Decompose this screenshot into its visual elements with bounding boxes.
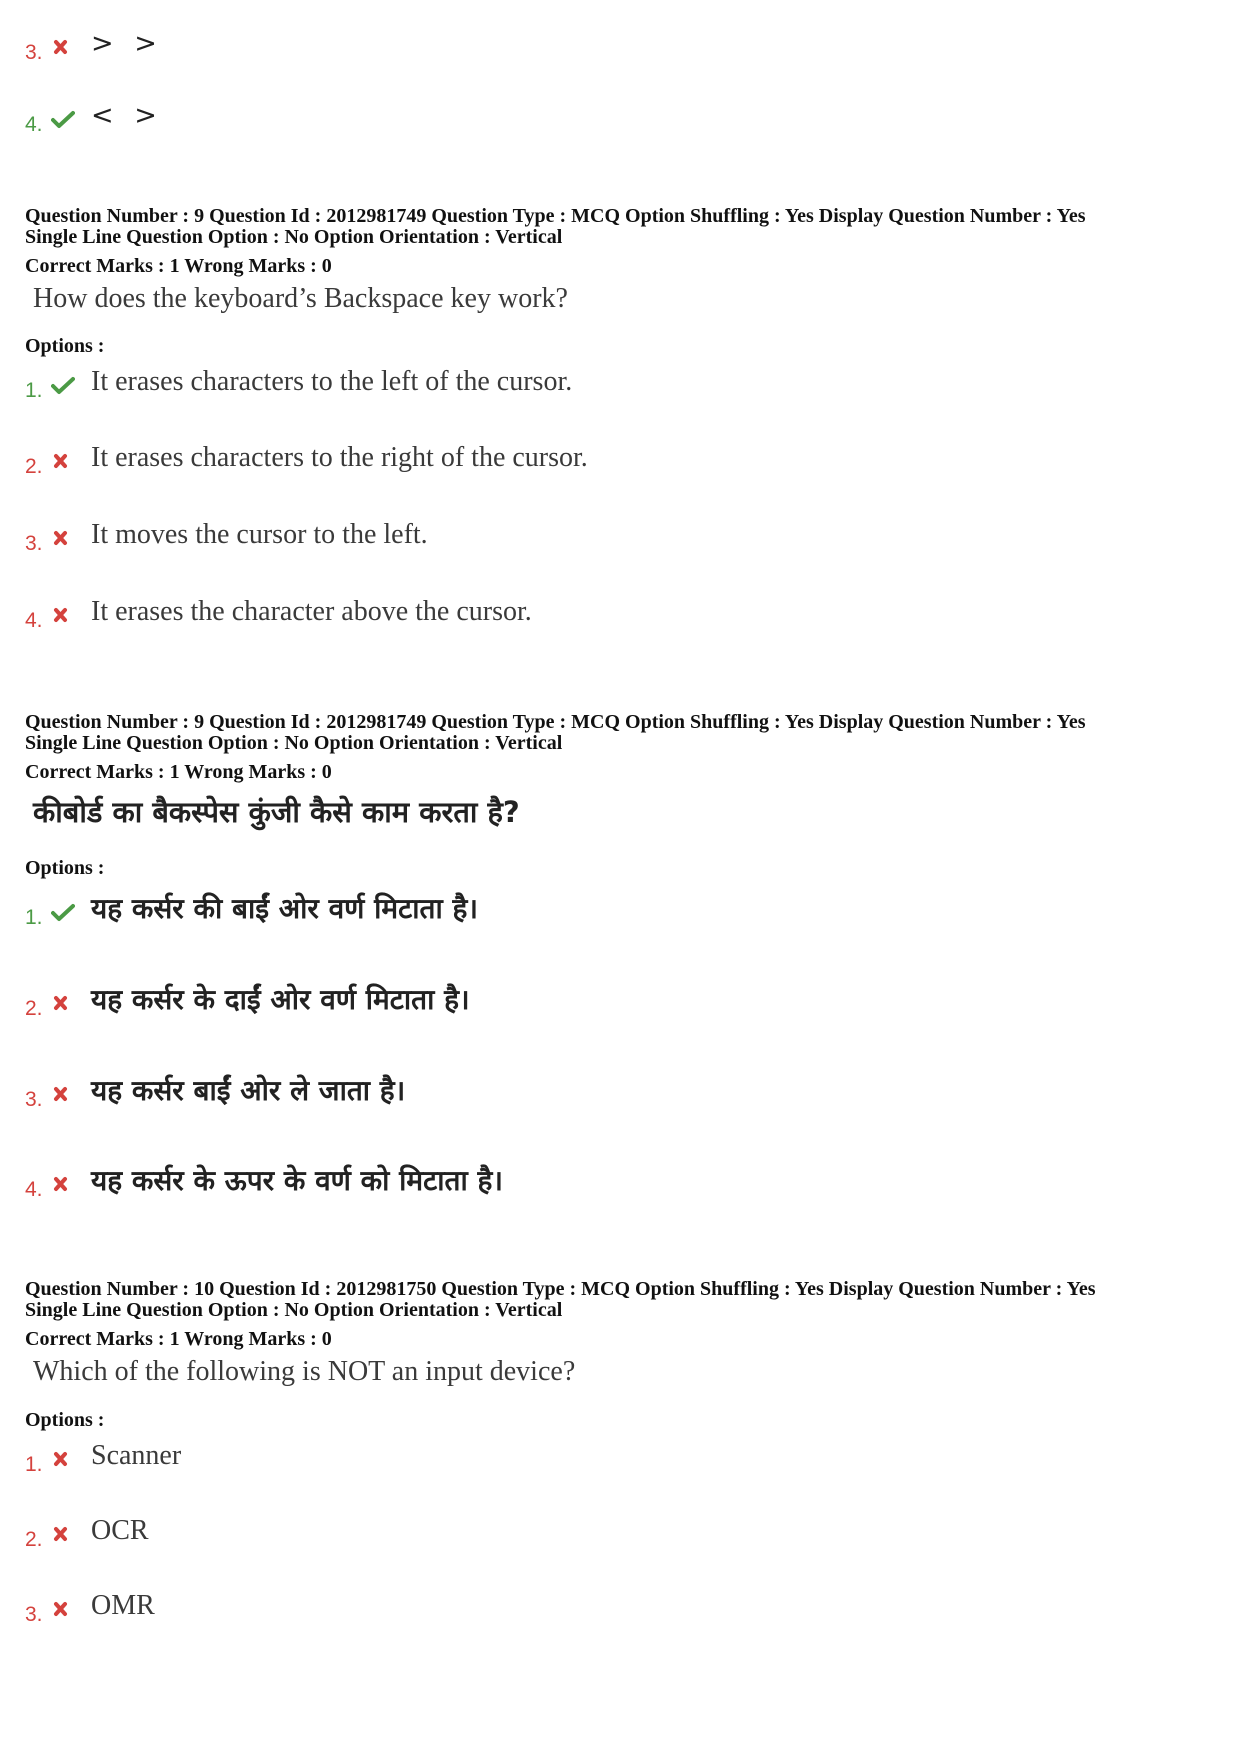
question-marks: Correct Marks : 1 Wrong Marks : 0 — [25, 1328, 332, 1350]
option-number: 2. — [25, 455, 43, 478]
option-text: It erases characters to the right of the cursor. — [91, 442, 588, 473]
option-text: यह कर्सर के दाईं ओर वर्ण मिटाता है। — [91, 983, 470, 1016]
option-number: 4. — [25, 1178, 43, 1201]
question-meta-line1: Question Number : 9 Question Id : 2012981749 Question Type : MCQ Option Shuffling : Yes Display Question Number : Yes — [25, 205, 1086, 227]
option-text: OMR — [91, 1590, 155, 1621]
wrong-cross-icon — [51, 1525, 75, 1545]
option-text: It erases characters to the left of the cursor. — [91, 366, 573, 397]
option-number: 3. — [25, 532, 43, 555]
wrong-cross-icon — [51, 452, 75, 472]
option-text: < > — [91, 100, 163, 131]
wrong-cross-icon — [51, 1175, 75, 1195]
question-marks: Correct Marks : 1 Wrong Marks : 0 — [25, 761, 332, 783]
question-meta-line2: Single Line Question Option : No Option Orientation : Vertical — [25, 226, 563, 248]
question-meta-line2: Single Line Question Option : No Option Orientation : Vertical — [25, 732, 563, 754]
option-number: 2. — [25, 997, 43, 1020]
correct-check-icon — [51, 903, 75, 923]
question-meta-line1: Question Number : 10 Question Id : 2012981750 Question Type : MCQ Option Shuffling : Yes Display Question Number : Yes — [25, 1278, 1096, 1300]
option-text: यह कर्सर बाईं ओर ले जाता है। — [91, 1074, 406, 1107]
option-number: 4. — [25, 609, 43, 632]
option-text: > > — [91, 28, 163, 59]
wrong-cross-icon — [51, 1600, 75, 1620]
option-number: 3. — [25, 1603, 43, 1626]
wrong-cross-icon — [51, 606, 75, 626]
question-text: Which of the following is NOT an input device? — [33, 1356, 576, 1387]
option-number: 2. — [25, 1528, 43, 1551]
question-meta-line2: Single Line Question Option : No Option Orientation : Vertical — [25, 1299, 563, 1321]
option-text: यह कर्सर की बाईं ओर वर्ण मिटाता है। — [91, 892, 478, 925]
option-number: 3. — [25, 1088, 43, 1111]
wrong-cross-icon — [51, 1085, 75, 1105]
question-text: How does the keyboard’s Backspace key work? — [33, 283, 568, 314]
wrong-cross-icon — [51, 38, 75, 58]
wrong-cross-icon — [51, 994, 75, 1014]
option-number: 3. — [25, 41, 43, 64]
options-label: Options : — [25, 1409, 105, 1431]
option-text: यह कर्सर के ऊपर के वर्ण को मिटाता है। — [91, 1164, 503, 1197]
option-number: 1. — [25, 1453, 43, 1476]
question-text: कीबोर्ड का बैकस्पेस कुंजी कैसे काम करता है? — [33, 795, 520, 829]
wrong-cross-icon — [51, 1450, 75, 1470]
correct-check-icon — [51, 376, 75, 396]
correct-check-icon — [51, 110, 75, 130]
options-label: Options : — [25, 335, 105, 357]
option-text: It erases the character above the cursor. — [91, 596, 532, 627]
options-label: Options : — [25, 857, 105, 879]
option-text: OCR — [91, 1515, 149, 1546]
option-number: 1. — [25, 379, 43, 402]
option-text: Scanner — [91, 1440, 182, 1471]
option-number: 4. — [25, 113, 43, 136]
option-text: It moves the cursor to the left. — [91, 519, 428, 550]
question-meta-line1: Question Number : 9 Question Id : 2012981749 Question Type : MCQ Option Shuffling : Yes Display Question Number : Yes — [25, 711, 1086, 733]
option-number: 1. — [25, 906, 43, 929]
question-marks: Correct Marks : 1 Wrong Marks : 0 — [25, 255, 332, 277]
wrong-cross-icon — [51, 529, 75, 549]
